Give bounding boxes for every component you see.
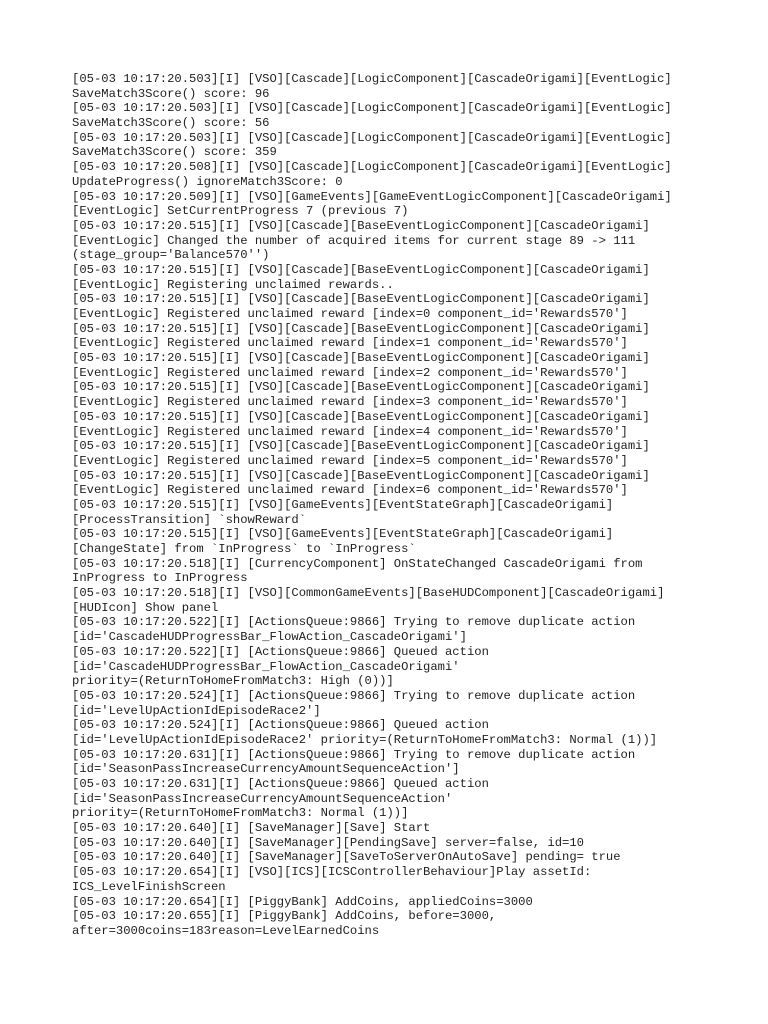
log-line: [EventLogic] Registering unclaimed rewards..: [72, 277, 394, 292]
log-line: [id='SeasonPassIncreaseCurrencyAmountSequenceAction': [72, 791, 453, 806]
log-line: [05-03 10:17:20.631][I] [ActionsQueue:9866] Trying to remove duplicate action: [72, 747, 636, 762]
log-line: SaveMatch3Score() score: 96: [72, 86, 270, 101]
log-line: [05-03 10:17:20.654][I] [PiggyBank] AddCoins, appliedCoins=3000: [72, 894, 533, 909]
log-line: [05-03 10:17:20.515][I] [VSO][Cascade][BaseEventLogicComponent][CascadeOrigami]: [72, 409, 650, 424]
log-line: (stage_group='Balance570''): [72, 248, 270, 263]
log-line: ICS_LevelFinishScreen: [72, 879, 226, 894]
log-line: [EventLogic] Registered unclaimed reward [index=5 component_id='Rewards570']: [72, 453, 628, 468]
log-line: [EventLogic] Registered unclaimed reward [index=6 component_id='Rewards570']: [72, 483, 628, 498]
log-line: [05-03 10:17:20.515][I] [VSO][Cascade][BaseEventLogicComponent][CascadeOrigami]: [72, 468, 650, 483]
log-line: [id='LevelUpActionIdEpisodeRace2']: [72, 703, 321, 718]
log-line: [05-03 10:17:20.515][I] [VSO][Cascade][BaseEventLogicComponent][CascadeOrigami]: [72, 218, 650, 233]
log-line: [05-03 10:17:20.503][I] [VSO][Cascade][LogicComponent][CascadeOrigami][EventLogic]: [72, 72, 672, 86]
log-line: [EventLogic] Changed the number of acquired items for current stage 89 -> 111: [72, 233, 636, 248]
log-line: priority=(ReturnToHomeFromMatch3: Normal (1))]: [72, 806, 409, 821]
log-line: [05-03 10:17:20.518][I] [VSO][CommonGameEvents][BaseHUDComponent][CascadeOrigami]: [72, 586, 665, 601]
log-line: SaveMatch3Score() score: 56: [72, 116, 270, 131]
log-line: [id='SeasonPassIncreaseCurrencyAmountSequenceAction']: [72, 762, 460, 777]
log-text: [72, 72, 712, 939]
log-line: [05-03 10:17:20.503][I] [VSO][Cascade][LogicComponent][CascadeOrigami][EventLogic]: [72, 130, 672, 145]
log-line: priority=(ReturnToHomeFromMatch3: High (0))]: [72, 674, 394, 689]
log-line: after=3000coins=183reason=LevelEarnedCoins: [72, 923, 380, 938]
log-line: [EventLogic] Registered unclaimed reward [index=2 component_id='Rewards570']: [72, 365, 628, 380]
log-line: [EventLogic] SetCurrentProgress 7 (previous 7): [72, 204, 409, 219]
log-line: [id='CascadeHUDProgressBar_FlowAction_CascadeOrigami']: [72, 630, 467, 645]
log-line: [05-03 10:17:20.655][I] [PiggyBank] AddCoins, before=3000,: [72, 909, 497, 924]
log-line: SaveMatch3Score() score: 359: [72, 145, 277, 160]
log-line: [05-03 10:17:20.515][I] [VSO][Cascade][BaseEventLogicComponent][CascadeOrigami]: [72, 380, 650, 395]
log-line: [05-03 10:17:20.508][I] [VSO][Cascade][LogicComponent][CascadeOrigami][EventLogic]: [72, 160, 672, 175]
log-line: [05-03 10:17:20.524][I] [ActionsQueue:9866] Queued action: [72, 718, 489, 733]
log-line: [05-03 10:17:20.524][I] [ActionsQueue:9866] Trying to remove duplicate action: [72, 688, 636, 703]
log-line: [05-03 10:17:20.522][I] [ActionsQueue:9866] Queued action: [72, 644, 489, 659]
log-line: [05-03 10:17:20.515][I] [VSO][Cascade][BaseEventLogicComponent][CascadeOrigami]: [72, 351, 650, 366]
log-line: [05-03 10:17:20.503][I] [VSO][Cascade][LogicComponent][CascadeOrigami][EventLogic]: [72, 101, 672, 116]
log-line: [EventLogic] Registered unclaimed reward [index=1 component_id='Rewards570']: [72, 336, 628, 351]
log-line: [05-03 10:17:20.522][I] [ActionsQueue:9866] Trying to remove duplicate action: [72, 615, 636, 630]
log-line: [ProcessTransition] `showReward`: [72, 512, 307, 527]
log-line: [05-03 10:17:20.640][I] [SaveManager][SaveToServerOnAutoSave] pending= true: [72, 850, 621, 865]
log-line: [EventLogic] Registered unclaimed reward [index=0 component_id='Rewards570']: [72, 307, 628, 321]
log-line: [id='CascadeHUDProgressBar_FlowAction_CascadeOrigami': [72, 659, 460, 674]
log-line: [ChangeState] from `InProgress` to `InProgress`: [72, 542, 416, 556]
log-line: [EventLogic] Registered unclaimed reward [index=3 component_id='Rewards570']: [72, 395, 628, 410]
log-line: [05-03 10:17:20.515][I] [VSO][Cascade][BaseEventLogicComponent][CascadeOrigami]: [72, 292, 650, 307]
log-line: UpdateProgress() ignoreMatch3Score: 0: [72, 174, 343, 189]
log-line: [05-03 10:17:20.509][I] [VSO][GameEvents][GameEventLogicComponent][CascadeOrigami]: [72, 189, 672, 204]
log-line: [05-03 10:17:20.654][I] [VSO][ICS][ICSControllerBehaviour]Play assetId:: [72, 865, 592, 880]
log-line: [HUDIcon] Show panel: [72, 600, 219, 615]
log-line: [05-03 10:17:20.515][I] [VSO][GameEvents][EventStateGraph][CascadeOrigami]: [72, 527, 614, 542]
log-line: [05-03 10:17:20.640][I] [SaveManager][PendingSave] server=false, id=10: [72, 835, 584, 850]
log-line: [05-03 10:17:20.631][I] [ActionsQueue:9866] Queued action: [72, 777, 489, 791]
log-line: [05-03 10:17:20.515][I] [VSO][Cascade][BaseEventLogicComponent][CascadeOrigami]: [72, 321, 650, 336]
log-line: [id='LevelUpActionIdEpisodeRace2' priority=(ReturnToHomeFromMatch3: Normal (1))]: [72, 732, 658, 747]
log-line: [05-03 10:17:20.515][I] [VSO][Cascade][BaseEventLogicComponent][CascadeOrigami]: [72, 439, 650, 454]
log-line: InProgress to InProgress: [72, 571, 248, 586]
log-line: [05-03 10:17:20.640][I] [SaveManager][Save] Start: [72, 821, 431, 836]
log-line: [05-03 10:17:20.518][I] [CurrencyComponent] OnStateChanged CascadeOrigami from: [72, 556, 643, 571]
log-line: [05-03 10:17:20.515][I] [VSO][Cascade][BaseEventLogicComponent][CascadeOrigami]: [72, 262, 650, 277]
log-line: [05-03 10:17:20.515][I] [VSO][GameEvents][EventStateGraph][CascadeOrigami]: [72, 497, 614, 512]
log-line: [EventLogic] Registered unclaimed reward [index=4 component_id='Rewards570']: [72, 424, 628, 439]
